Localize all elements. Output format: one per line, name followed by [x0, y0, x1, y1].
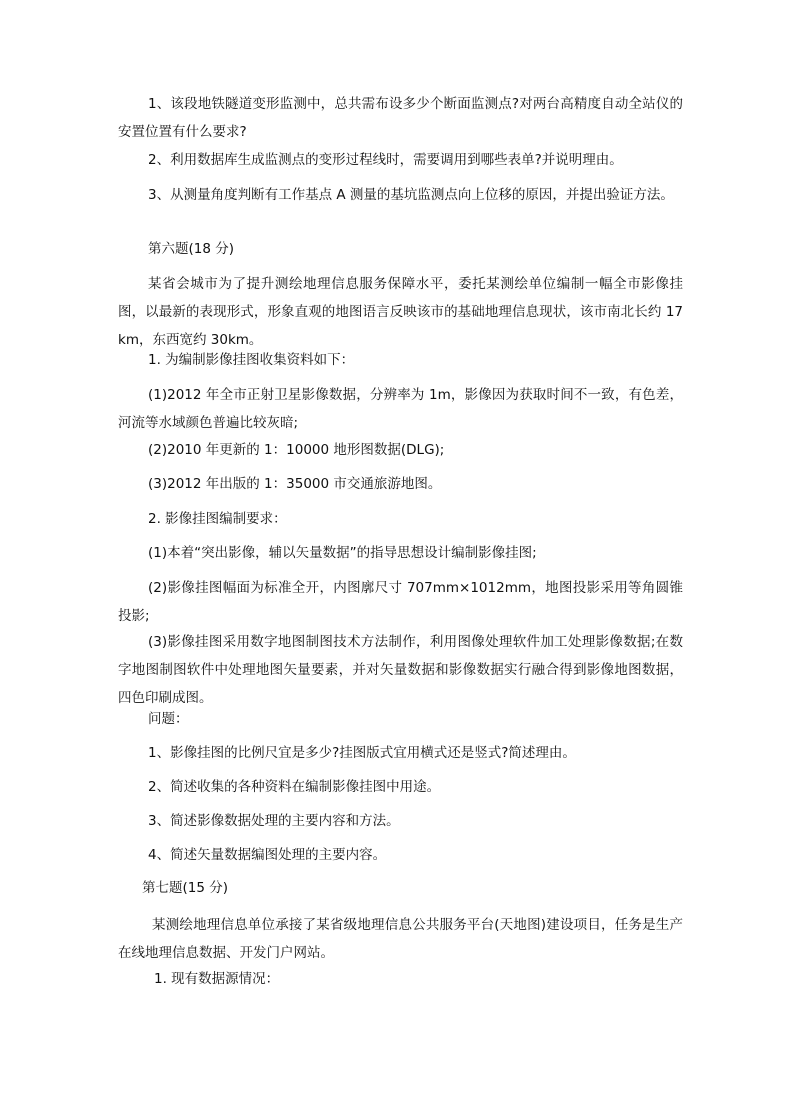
requirement-2: (2)影像挂图幅面为标准全开，内图廓尺寸 707mm×1012mm，地图投影采用等角圆锥投影; — [118, 580, 683, 624]
section-6-intro: 某省会城市为了提升测绘地理信息服务保障水平，委托某测绘单位编制一幅全市影像挂图，以最新的表现形式，形象直观的地图语言反映该市的基础地理信息现状，该市南北长约 17km，东西宽约 30km。 — [118, 276, 683, 348]
question-6-4: 4、简述矢量数据编图处理的主要内容。 — [148, 847, 387, 863]
question-5-1: 1、该段地铁隧道变形监测中，总共需布设多少个断面监测点?对两台高精度自动全站仪的安置位置有什么要求? — [118, 96, 683, 140]
section-heading-6: 第六题(18 分) — [148, 241, 235, 257]
question-6-3: 3、简述影像数据处理的主要内容和方法。 — [148, 813, 400, 829]
material-1: (1)2012 年全市正射卫星影像数据，分辨率为 1m，影像因为获取时间不一致，有色差，河流等水域颜色普遍比较灰暗; — [118, 387, 683, 431]
data-source-heading: 1. 现有数据源情况： — [154, 971, 280, 987]
section-heading-7: 第七题(15 分) — [142, 880, 229, 896]
question-5-3: 3、从测量角度判断有工作基点 A 测量的基坑监测点向上位移的原因，并提出验证方法。 — [148, 187, 674, 203]
section-7-intro: 某测绘地理信息单位承接了某省级地理信息公共服务平台(天地图)建设项目，任务是生产在线地理信息数据、开发门户网站。 — [118, 917, 683, 961]
question-6-2: 2、简述收集的各种资料在编制影像挂图中用途。 — [148, 779, 441, 795]
materials-heading: 1. 为编制影像挂图收集资料如下： — [148, 352, 355, 368]
requirements-heading: 2. 影像挂图编制要求： — [148, 511, 287, 527]
requirement-3: (3)影像挂图采用数字地图制图技术方法制作，利用图像处理软件加工处理影像数据;在数字地图制图软件中处理地图矢量要素，并对矢量数据和影像数据实行融合得到影像地图数据，四色印刷成图。 — [118, 634, 683, 706]
material-2: (2)2010 年更新的 1：10000 地形图数据(DLG); — [148, 442, 445, 458]
question-6-1: 1、影像挂图的比例尺宜是多少?挂图版式宜用横式还是竖式?简述理由。 — [148, 745, 576, 761]
question-5-2: 2、利用数据库生成监测点的变形过程线时，需要调用到哪些表单?并说明理由。 — [148, 152, 623, 168]
questions-heading: 问题： — [148, 711, 189, 727]
material-3: (3)2012 年出版的 1：35000 市交通旅游地图。 — [148, 476, 442, 492]
requirement-1: (1)本着“突出影像，辅以矢量数据”的指导思想设计编制影像挂图; — [148, 545, 537, 561]
